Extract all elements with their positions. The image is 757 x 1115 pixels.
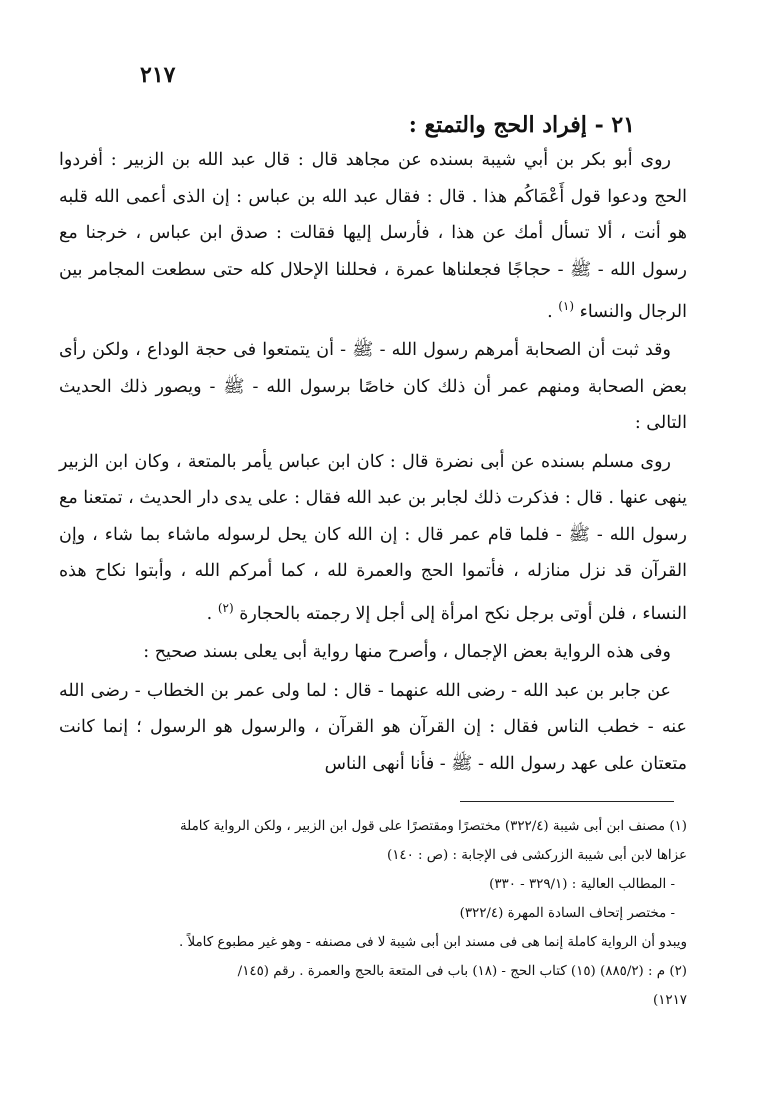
page-number: ٢١٧: [140, 62, 176, 88]
footnote-line: (٢) م : (٨٨٥/٢) (١٥) كتاب الحج - (١٨) باب فى المتعة بالحج والعمرة . رقم (١٤٥/: [237, 964, 687, 979]
footnote-ref-1: (١): [558, 299, 575, 313]
page-body: [59, 112, 687, 784]
paragraph-5: عن جابر بن عبد الله - رضى الله عنهما - قال : لما ولى عمر بن الخطاب - رضى الله عنه - خطب الناس فقال : إن القرآن هو القرآن ، والرسول هو الرسول ؛ إنما كانت متعتان على عهد رسول الله - ﷺ - فأنا أنهى الناس: [59, 680, 687, 774]
paragraph-1-text: روى أبو بكر بن أبي شيبة بسنده عن مجاهد قال : قال عبد الله بن الزبير : أفردوا الحج ودعوا قول أَعْمَاكُم هذا . قال : فقال عبد الله بن عباس : إن الذى أعمى الله قلبه هو أنت ، ألا تسأل أمك عن هذا ، فأرسل إليها فقالت : صدق ابن عباس ، خرجنا مع رسول الله - ﷺ - حجاجًا فجعلناها عمرة ، فحللنا الإحلال كله حتى سطعت المجامر بين الرجال والنساء: [59, 150, 687, 322]
paragraph-4: وفى هذه الرواية بعض الإجمال ، وأصرح منها رواية أبى يعلى بسند صحيح :: [143, 642, 671, 663]
footnote-line: - مختصر إتحاف السادة المهرة (٣٢٢/٤): [459, 906, 675, 921]
paragraph-1: [59, 142, 687, 330]
section-heading: ٢١ - إفراد الحج والتمتع :: [408, 112, 635, 138]
footnote-line: (١) مصنف ابن أبى شيبة (٣٢٢/٤) مختصرًا ومقتصرًا على قول ابن الزبير ، ولكن الرواية كاملة: [179, 819, 687, 834]
footnote-line: ويبدو أن الرواية كاملة إنما هى فى مسند ابن أبى شيبة لا فى مصنفه - وهو غير مطبوع كاملاً .: [178, 935, 687, 950]
footnotes: [57, 812, 687, 1015]
paragraph-2: وقد ثبت أن الصحابة أمرهم رسول الله - ﷺ - أن يتمتعوا فى حجة الوداع ، ولكن رأى بعض الصحابة ومنهم عمر أن ذلك كان خاصًا برسول الله - ﷺ - ويصور ذلك الحديث التالى :: [59, 340, 687, 434]
footnote-line: - المطالب العالية : (٣٢٩/١ - ٣٣٠): [489, 877, 675, 892]
paragraph-3: [59, 444, 687, 632]
footnote-line: عزاها لابن أبى شيبة الزركشى فى الإجابة : (ص : ١٤٠): [386, 848, 687, 863]
paragraph-3-end: .: [206, 603, 218, 624]
paragraph-1-end: .: [547, 301, 559, 322]
footnote-separator: [460, 801, 674, 802]
footnote-ref-2: (٢): [217, 600, 234, 615]
footnote-line: ١٢١٧): [652, 993, 687, 1008]
paragraph-3-text: روى مسلم بسنده عن أبى نضرة قال : كان ابن عباس يأمر بالمتعة ، وكان ابن الزبير ينهى عنها . قال : فذكرت ذلك لجابر بن عبد الله فقال : على يدى دار الحديث ، تمتعنا مع رسول الله - ﷺ - فلما قام عمر قال : إن الله كان يحل لرسوله ماشاء بما شاء ، وإن القرآن قد نزل منازله ، فأتموا الحج والعمرة لله ، كما أمركم الله ، وأبتوا نكاح هذه النساء ، فلن أوتى برجل نكح امرأة إلى أجل إلا رجمته بالحجارة: [59, 451, 687, 624]
